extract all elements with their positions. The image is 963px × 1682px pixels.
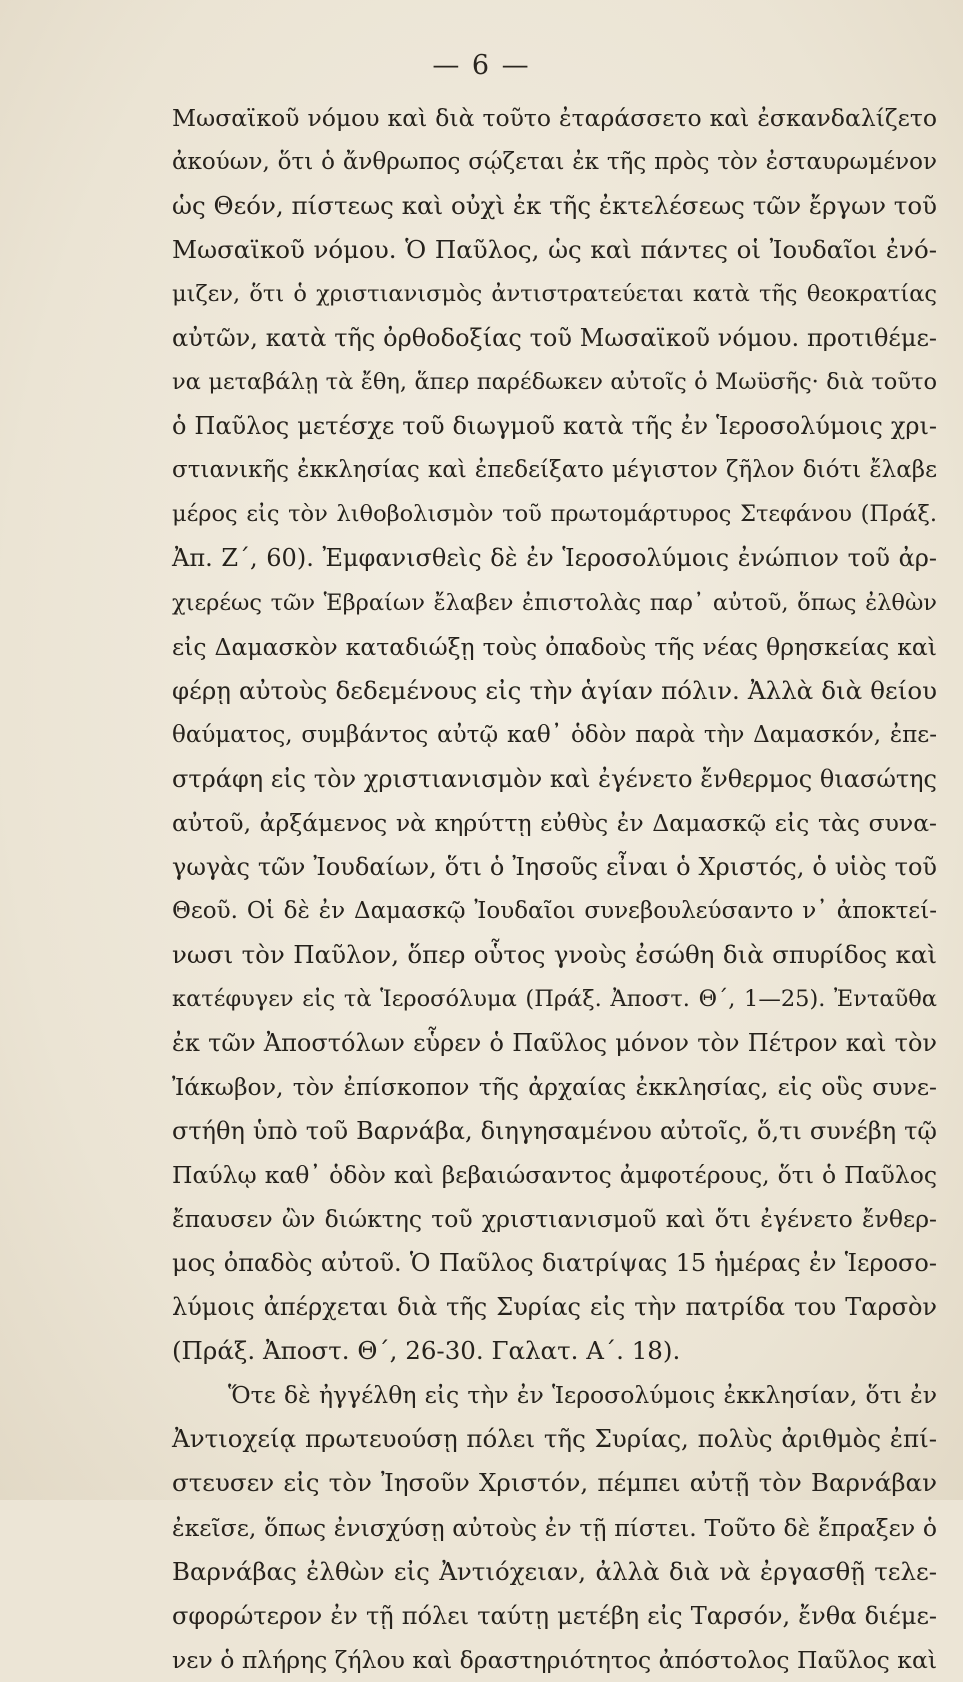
text-line: ὡς Θεόν, πίστεως καὶ οὐχὶ ἐκ τῆς ἐκτελέσεως τῶν ἔργων τοῦ (172, 191, 937, 221)
text-line: στευσεν εἰς τὸν Ἰησοῦν Χριστόν, πέμπει αὐτῇ τὸν Βαρνάβαν (172, 1468, 937, 1498)
text-line: μέρος εἰς τὸν λιθοβολισμὸν τοῦ πρωτομάρτυρος Στεφάνου (Πράξ. (172, 501, 937, 528)
text-line: νεν ὁ πλήρης ζήλου καὶ δραστηριότητος ἀπόστολος Παῦλος καὶ (172, 1645, 938, 1674)
text-line: φέρῃ αὐτοὺς δεδεμένους εἰς τὴν ἁγίαν πόλιν. Ἀλλὰ διὰ θείου (172, 675, 937, 705)
text-line: μος ὀπαδὸς αὐτοῦ. Ὁ Παῦλος διατρίψας 15 ἡμέρας ἐν Ἱεροσο- (172, 1249, 937, 1278)
text-line: Παύλῳ καθ᾽ ὁδὸν καὶ βεβαιώσαντος ἀμφοτέρους, ὅτι ὁ Παῦλος (172, 1161, 937, 1190)
text-line: εἰς Δαμασκὸν καταδιώξῃ τοὺς ὀπαδοὺς τῆς νέας θρησκείας καὶ (172, 632, 937, 661)
text-line: στιανικῆς ἐκκλησίας καὶ ἐπεδείξατο μέγιστον ζῆλον διότι ἔλαβε (172, 457, 937, 484)
text-line: αὐτῶν, κατὰ τῆς ὀρθοδοξίας τοῦ Μωσαϊκοῦ νόμου. προτιθέμε- (172, 324, 937, 353)
text-line-paragraph-start: Ὅτε δὲ ἠγγέλθη εἰς τὴν ἐν Ἱεροσολύμοις ἐκκλησίαν, ὅτι ἐν (228, 1381, 937, 1410)
text-line: ἐκεῖσε, ὅπως ἐνισχύσῃ αὐτοὺς ἐν τῇ πίστει. Τοῦτο δὲ ἔπραξεν ὁ (172, 1513, 937, 1542)
text-line: ὁ Παῦλος μετέσχε τοῦ διωγμοῦ κατὰ τῆς ἐν Ἱεροσολύμοις χρι- (172, 412, 937, 441)
body-text (172, 96, 937, 1682)
text-line: γωγὰς τῶν Ἰουδαίων, ὅτι ὁ Ἰησοῦς εἶναι ὁ Χριστός, ὁ υἱὸς τοῦ (172, 852, 937, 881)
text-line: μιζεν, ὅτι ὁ χριστιανισμὸς ἀντιστρατεύεται κατὰ τῆς θεοκρατίας (172, 281, 937, 308)
text-line-paragraph-end: (Πράξ. Ἀποστ. Θ΄, 26-30. Γαλατ. Α΄. 18). (172, 1336, 681, 1366)
text-line: θαύματος, συμβάντος αὐτῷ καθ᾽ ὁδὸν παρὰ τὴν Δαμασκόν, ἐπε- (172, 721, 937, 748)
text-line: να μεταβάλῃ τὰ ἔθη, ἅπερ παρέδωκεν αὐτοῖς ὁ Μωϋσῆς· διὰ τοῦτο (172, 369, 937, 396)
text-line: Μωσαϊκοῦ νόμου καὶ διὰ τοῦτο ἐταράσσετο καὶ ἐσκανδαλίζετο (172, 104, 937, 132)
text-line: κατέφυγεν εἰς τὰ Ἱεροσόλυμα (Πράξ. Ἀποστ. Θ΄, 1—25). Ἐνταῦθα (172, 985, 937, 1012)
text-line: στράφη εἰς τὸν χριστιανισμὸν καὶ ἐγένετο ἔνθερμος θιασώτης (172, 764, 937, 793)
text-line: νωσι τὸν Παῦλον, ὅπερ οὗτος γνοὺς ἐσώθη διὰ σπυρίδος καὶ (172, 939, 937, 969)
text-line: Ἀντιοχείᾳ πρωτευούσῃ πόλει τῆς Συρίας, πολὺς ἀριθμὸς ἐπί- (172, 1424, 937, 1454)
text-line: στήθη ὑπὸ τοῦ Βαρνάβα, διηγησαμένου αὐτοῖς, ὅ,τι συνέβη τῷ (172, 1117, 937, 1146)
text-line: χιερέως τῶν Ἑβραίων ἔλαβεν ἐπιστολὰς παρ᾽ αὐτοῦ, ὅπως ἐλθὼν (172, 589, 937, 616)
page-number: — 6 — (432, 50, 531, 81)
text-line: ἔπαυσεν ὢν διώκτης τοῦ χριστιανισμοῦ καὶ ὅτι ἐγένετο ἔνθερ- (172, 1205, 937, 1234)
text-line: ἀκούων, ὅτι ὁ ἄνθρωπος σῴζεται ἐκ τῆς πρὸς τὸν ἐσταυρωμένον (172, 149, 937, 176)
text-line: Βαρνάβας ἐλθὼν εἰς Ἀντιόχειαν, ἀλλὰ διὰ νὰ ἐργασθῇ τελε- (172, 1556, 937, 1586)
text-line: Θεοῦ. Οἱ δὲ ἐν Δαμασκῷ Ἰουδαῖοι συνεβουλεύσαντο ν᾽ ἀποκτεί- (172, 897, 937, 924)
text-line: σφορώτερον ἐν τῇ πόλει ταύτῃ μετέβη εἰς Ταρσόν, ἔνθα διέμε- (172, 1601, 937, 1630)
text-line: Ἀπ. Ζ΄, 60). Ἐμφανισθεὶς δὲ ἐν Ἱεροσολύμοις ἐνώπιον τοῦ ἀρ- (172, 544, 937, 573)
text-line: Μωσαϊκοῦ νόμου. Ὁ Παῦλος, ὡς καὶ πάντες οἱ Ἰουδαῖοι ἐνό- (172, 235, 937, 265)
text-line: λύμοις ἀπέρχεται διὰ τῆς Συρίας εἰς τὴν πατρίδα του Ταρσὸν (172, 1293, 937, 1322)
text-line: Ἰάκωβον, τὸν ἐπίσκοπον τῆς ἀρχαίας ἐκκλησίας, εἰς οὓς συνε- (172, 1073, 937, 1102)
text-line: αὐτοῦ, ἀρξάμενος νὰ κηρύττῃ εὐθὺς ἐν Δαμασκῷ εἰς τὰς συνα- (172, 808, 937, 837)
text-line: ἐκ τῶν Ἀποστόλων εὗρεν ὁ Παῦλος μόνον τὸν Πέτρον καὶ τὸν (172, 1028, 937, 1057)
